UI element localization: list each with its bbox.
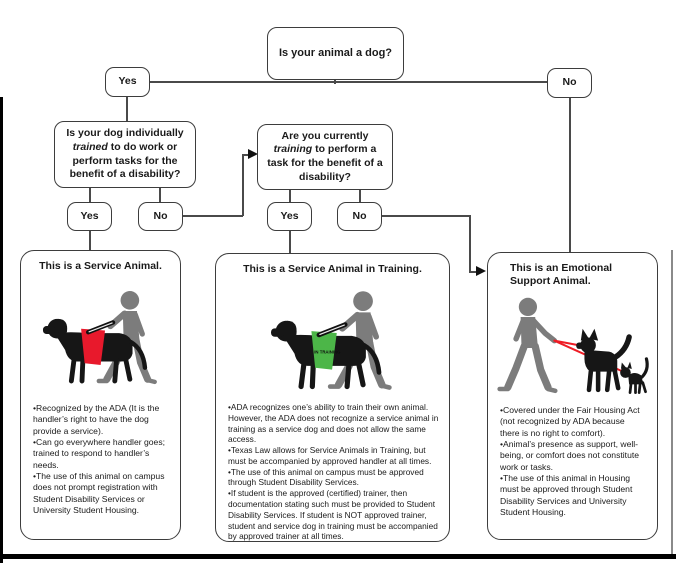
connector-no2-up [242, 154, 244, 216]
trained-yes-node [67, 202, 112, 231]
list-item: • ADA recognizes one’s ability to train their own animal. However, the ADA does not recognize a service animal in training as a service dog and does not allow the same access. [228, 402, 440, 445]
guide-dog-green-harness-icon [261, 287, 405, 395]
dog-and-cat-on-leashes-icon [496, 295, 651, 400]
emotional-support-animal-box [487, 252, 658, 540]
training-italic-word: training [273, 143, 313, 156]
service-animal-in-training-box [215, 253, 450, 542]
list-item: • Covered under the Fair Housing Act (not recognized by ADA because there is no right to comfort). [500, 405, 646, 439]
harness-label: IN TRAINING [314, 349, 341, 355]
emotional-support-animal-bullets [500, 405, 646, 518]
esa-dog-silhouette [576, 329, 629, 390]
root-no-label: No [562, 76, 577, 89]
cat-silhouette [620, 359, 647, 393]
root-no-node [547, 68, 592, 98]
connector-yes3-to-training-box [289, 231, 291, 253]
service-animal-in-training-bullets [228, 402, 440, 542]
connector-yes1-to-trainedq [126, 97, 128, 122]
connector-trainedq-to-no2 [159, 188, 161, 202]
root-question-text: Is your animal a dog? [278, 47, 393, 60]
root-yes-label: Yes [118, 75, 137, 88]
service-animal-box [20, 250, 181, 540]
service-animal-in-training-title: This is a Service Animal in Training. [243, 263, 422, 275]
list-item: • The use of this animal in Housing must be approved through Student Disability Services and University Student Housing. [500, 473, 646, 518]
trained-no-node [138, 202, 183, 231]
connector-no2-right [183, 215, 243, 217]
root-yes-node [105, 67, 150, 97]
training-no-label: No [352, 209, 367, 222]
training-question-text: Are you currently training to perform a task for the benefit of a disability? [267, 129, 383, 183]
person-silhouette [500, 298, 556, 391]
arrowhead-into-esa-box [476, 266, 486, 276]
trained-italic-word: trained [72, 140, 108, 153]
list-item: • The use of this animal on campus does not prompt registration with Student Disability Services or University Student Housing. [33, 471, 173, 516]
connector-trainingq-to-no3 [359, 190, 361, 202]
list-item: • Animal’s presence as support, well-being, or comfort does not constitute work or tasks. [500, 439, 646, 473]
emotional-support-animal-title: This is an Emotional Support Animal. [510, 262, 613, 287]
list-item: • The use of this animal on campus must be approved through Student Disability Services. [228, 467, 440, 489]
trained-no-label: No [153, 209, 168, 222]
training-yes-label: Yes [280, 209, 299, 222]
training-question-node [257, 124, 393, 190]
connector-no3-right [382, 215, 470, 217]
frame-right-edge [671, 250, 673, 554]
root-question-node [267, 27, 404, 80]
service-animal-title: This is a Service Animal. [39, 260, 162, 272]
connector-no1-to-esa-box [569, 98, 571, 252]
service-animal-bullets [33, 403, 173, 516]
guide-dog-red-harness-icon [35, 287, 168, 389]
connector-yes2-to-service-box [89, 231, 91, 250]
trained-yes-label: Yes [80, 209, 99, 222]
training-yes-node [267, 202, 312, 231]
frame-bottom-edge [0, 554, 676, 559]
trained-question-node [54, 121, 196, 188]
list-item: • Recognized by the ADA (It is the handler’s right to have the dog provide a service). [33, 403, 173, 437]
frame-left-edge [0, 97, 3, 563]
connector-no3-down [469, 215, 471, 272]
list-item: • Texas Law allows for Service Animals in Training, but must be accompanied by approved handler at all times. [228, 445, 440, 467]
trained-question-text: Is your dog individually trained to do work or perform tasks for the benefit of a disability? [66, 127, 184, 181]
connector-trainingq-to-yes3 [289, 190, 291, 202]
connector-trainedq-to-yes2 [89, 188, 91, 202]
training-no-node [337, 202, 382, 231]
connector-root-split [150, 81, 547, 83]
list-item: • Can go everywhere handler goes; trained to respond to handler’s needs. [33, 437, 173, 471]
list-item: • If student is the approved (certified) trainer, then documentation stating such must be provided to Student Disability Services. If student is NOT approved trainer, student and service dog in training must be accompanied by approved trainer at all times. [228, 488, 440, 542]
